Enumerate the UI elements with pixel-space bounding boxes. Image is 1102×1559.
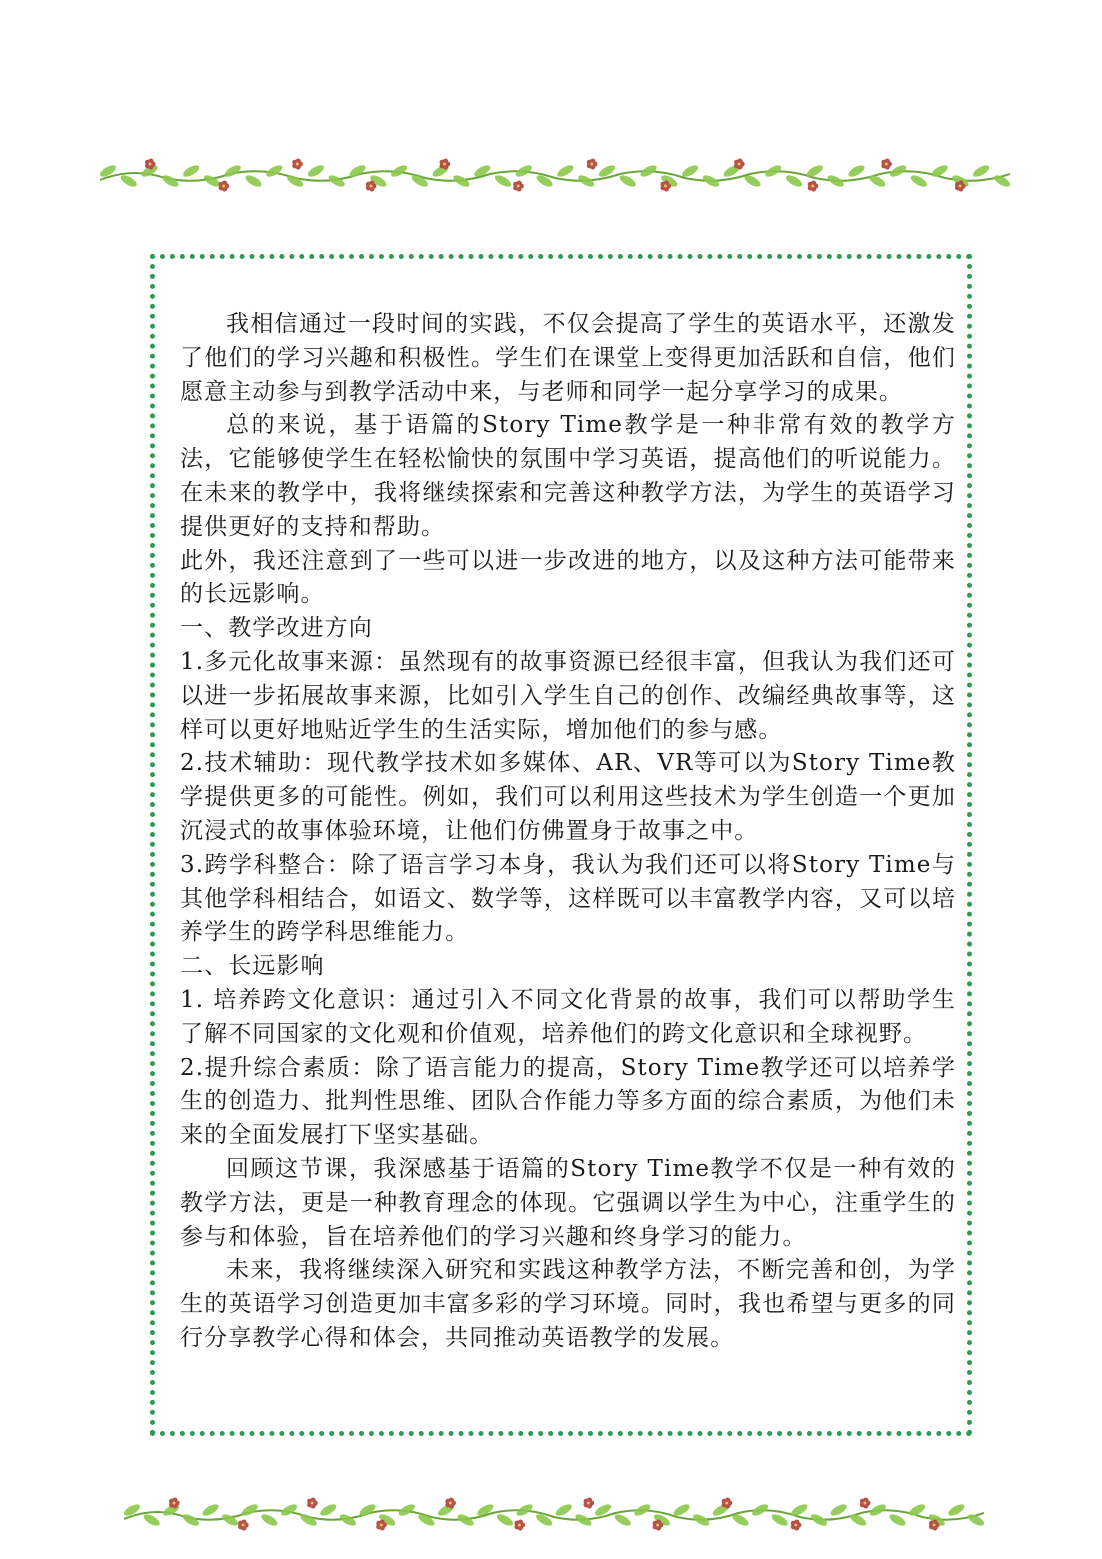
vine-leaf <box>770 1512 790 1528</box>
vine-decoration-bottom <box>124 1490 984 1540</box>
list-item-overall-quality: 2.提升综合素质：除了语言能力的提高，Story Time教学还可以培养学生的创造力、批判性思维、团队合作能力等多方面的综合素质，为他们未来的全面发展打下坚实基础。 <box>180 1054 956 1149</box>
vine-flower <box>514 1520 525 1531</box>
list-item-cross-discipline: 3.跨学科整合：除了语言学习本身，我认为我们还可以将Story Time与其他学科相结合，如语文、数学等，这样既可以丰富教学内容，又可以培养学生的跨学科思维能力。 <box>180 851 956 946</box>
vine-flower <box>808 181 819 192</box>
paragraph-additional: 此外，我还注意到了一些可以进一步改进的地方，以及这种方法可能带来的长远影响。 <box>180 547 956 608</box>
vine-flower <box>734 159 745 170</box>
vine-flower <box>881 159 892 170</box>
vine-flower <box>587 159 598 170</box>
vine-leaf <box>142 1512 162 1528</box>
vine-leaf <box>202 173 222 189</box>
vine-leaf <box>618 173 638 189</box>
vine-flower <box>791 1520 802 1531</box>
list-item-technology: 2.技术辅助：现代教学技术如多媒体、AR、VR等可以为Story Time教学提供更多的可能性。例如，我们可以利用这些技术为学生创造一个更加沉浸式的故事体验环境，让他们仿佛置身于故事之中。 <box>180 750 956 844</box>
vine-flower <box>292 159 303 170</box>
vine-leaf <box>220 1512 240 1528</box>
vine-leaf <box>847 163 867 179</box>
vine-leaf <box>947 1502 967 1518</box>
paragraph-intro: 我相信通过一段时间的实践，不仅会提高了学生的英语水平，还激发了他们的学习兴趣和积极性。学生们在课堂上变得更加活跃和自信，他们愿意主动参与到教学活动中来，与老师和同学一起分享学习的成果。 <box>180 311 956 405</box>
vine-flower <box>860 1498 871 1509</box>
document-body <box>180 308 956 1356</box>
vine-leaf <box>119 173 139 189</box>
vine-leaf <box>829 1502 849 1518</box>
vine-flower <box>307 1498 318 1509</box>
vine-leaf <box>493 173 513 189</box>
vine-leaf <box>554 1502 574 1518</box>
vine-flower <box>219 181 230 192</box>
vine-flower <box>513 181 524 192</box>
paragraph-summary: 总的来说，基于语篇的Story Time教学是一种非常有效的教学方法，它能够使学生在轻松愉快的氛围中学习英语，提高他们的听说能力。在未来的教学中，我将继续探索和完善这种教学方法，为学生的英语学习提供更好的支持和帮助。 <box>180 412 956 540</box>
paragraph-review: 回顾这节课，我深感基于语篇的Story Time教学不仅是一种有效的教学方法，更是一种教育理念的体现。它强调以学生为中心，注重学生的参与和体验，旨在培养他们的学习兴趣和终身学习的能力。 <box>180 1155 956 1250</box>
vine-leaf <box>784 173 804 189</box>
vine-leaf <box>181 163 201 179</box>
list-item-cross-culture: 1. 培养跨文化意识：通过引入不同文化背景的故事，我们可以帮助学生了解不同国家的文化观和价值观，培养他们的跨文化意识和全球视野。 <box>180 986 956 1047</box>
vine-leaf <box>201 1502 221 1518</box>
section-heading-impact: 二、长远影响 <box>180 953 325 980</box>
vine-leaf <box>244 173 264 189</box>
vine-leaf <box>613 1512 633 1528</box>
vine-leaf <box>971 163 991 179</box>
vine-flower <box>584 1498 595 1509</box>
list-item-story-sources: 1.多元化故事来源：虽然现有的故事资源已经很丰富，但我认为我们还可以进一步拓展故事来源，比如引入学生自己的创作、改编经典故事等，这样可以更好地贴近学生的生活实际，增加他们的参与感。 <box>180 648 956 743</box>
section-heading-improvements: 一、教学改进方向 <box>180 615 373 642</box>
vine-leaf <box>909 173 929 189</box>
vine-flower <box>238 1520 249 1531</box>
vine-leaf <box>318 1502 338 1518</box>
vine-leaf <box>556 163 576 179</box>
vine-leaf <box>223 163 243 179</box>
vine-flower <box>445 1498 456 1509</box>
vine-leaf <box>240 1502 260 1518</box>
vine-leaf <box>888 1512 908 1528</box>
vine-decoration-top <box>100 148 1010 204</box>
vine-leaf <box>495 1512 515 1528</box>
vine-leaf <box>260 1512 280 1528</box>
vine-leaf <box>306 163 326 179</box>
paragraph-future: 未来，我将继续深入研究和实践这种教学方法，不断完善和创，为学生的英语学习创造更加丰富多彩的学习环境。同时，我也希望与更多的同行分享教学心得和体会，共同推动英语教学的发展。 <box>180 1257 956 1351</box>
vine-flower <box>722 1498 733 1509</box>
